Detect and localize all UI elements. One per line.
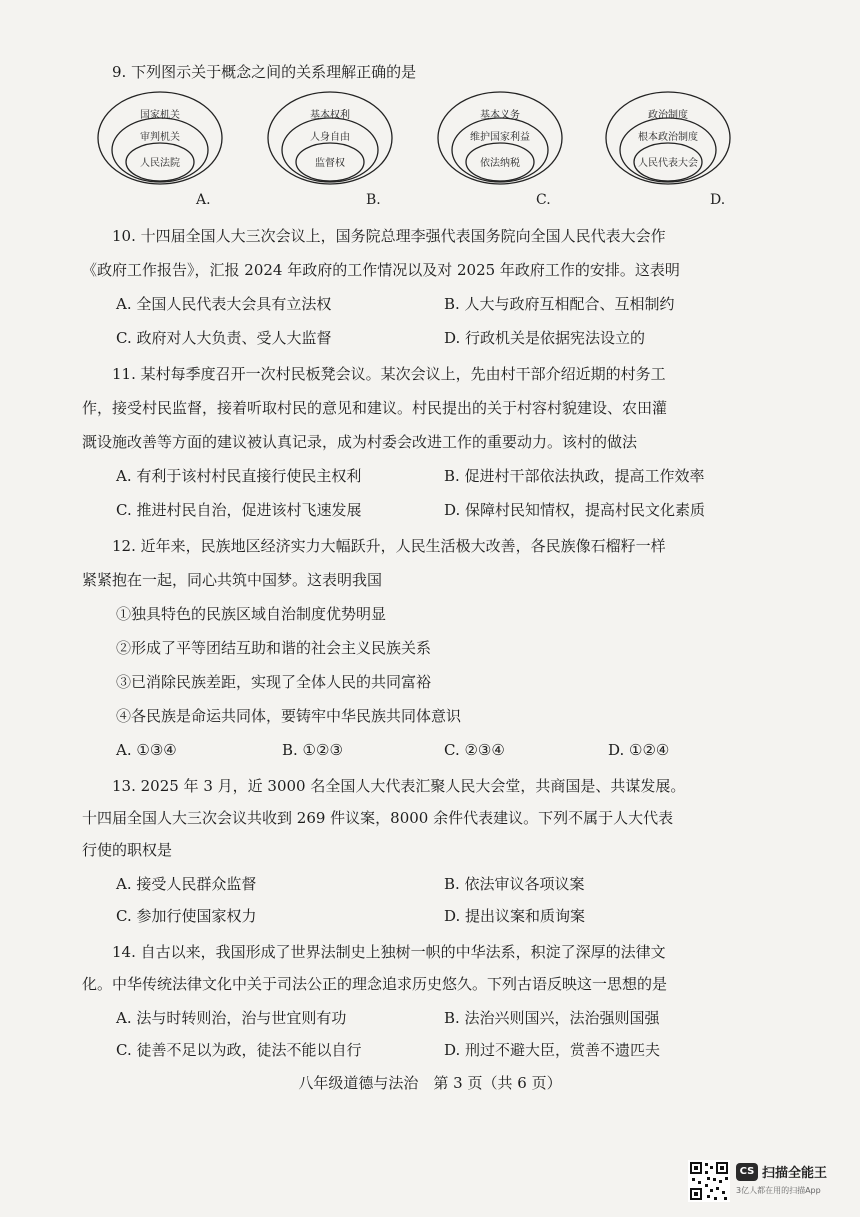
diagram-a-label-inner: 人民法院 bbox=[140, 158, 180, 169]
diagram-b bbox=[268, 92, 392, 208]
q10-option-a: A. 全国人民代表大会具有立法权 bbox=[116, 295, 332, 313]
diagram-c-label-inner: 依法纳税 bbox=[480, 158, 520, 169]
q13-line-2: 十四届全国人大三次会议共收到 269 件议案，8000 余件代表建议。下列不属于人大代表 bbox=[82, 809, 674, 827]
q14-option-d: D. 刑过不避大臣，赏善不遗匹夫 bbox=[444, 1041, 661, 1059]
diagram-a-label-outer: 国家机关 bbox=[140, 110, 180, 121]
q12-option-a: A. ①③④ bbox=[116, 741, 177, 759]
q11-line-2: 作，接受村民监督，接着听取村民的意见和建议。村民提出的关于村容村貌建设、农田灌 bbox=[82, 399, 668, 417]
q10-line-2: 《政府工作报告》，汇报 2024 年政府的工作情况以及对 2025 年政府工作的安排。这表明 bbox=[82, 261, 680, 279]
q12-item-2: ②形成了平等团结互助和谐的社会主义民族关系 bbox=[116, 639, 432, 657]
q11-option-b: B. 促进村干部依法执政，提高工作效率 bbox=[444, 467, 705, 485]
q11-option-c: C. 推进村民自治，促进该村飞速发展 bbox=[116, 501, 362, 519]
q10-option-c: C. 政府对人大负责、受人大监督 bbox=[116, 329, 332, 347]
diagram-d-middle-ellipse bbox=[620, 118, 716, 182]
qr-code-icon bbox=[688, 1160, 730, 1202]
diagram-b-label-inner: 监督权 bbox=[315, 158, 345, 169]
q13-option-d: D. 提出议案和质询案 bbox=[444, 907, 586, 925]
q10-option-d: D. 行政机关是依据宪法设立的 bbox=[444, 329, 646, 347]
diagram-d-label-outer: 政治制度 bbox=[648, 110, 688, 121]
diagram-b-label-outer: 基本权利 bbox=[310, 110, 350, 121]
diagram-c-letter: C. bbox=[536, 192, 551, 208]
q12-item-4: ④各民族是命运共同体，要铸牢中华民族共同体意识 bbox=[116, 707, 462, 725]
scanner-logo-icon: CS bbox=[736, 1163, 758, 1181]
q11-option-d: D. 保障村民知情权，提高村民文化素质 bbox=[444, 501, 706, 519]
q11-line-3: 溉设施改善等方面的建议被认真记录，成为村委会改进工作的重要动力。该村的做法 bbox=[82, 433, 638, 451]
q12-line-2: 紧紧抱在一起，同心共筑中国梦。这表明我国 bbox=[82, 571, 383, 589]
q12-option-d: D. ①②④ bbox=[608, 741, 670, 759]
diagram-b-letter: B. bbox=[366, 192, 381, 208]
q12-item-3: ③已消除民族差距，实现了全体人民的共同富裕 bbox=[116, 673, 432, 691]
diagram-b-middle-ellipse bbox=[282, 118, 378, 182]
q13-option-b: B. 依法审议各项议案 bbox=[444, 875, 585, 893]
q12-option-b: B. ①②③ bbox=[282, 741, 343, 759]
diagram-c-middle-ellipse bbox=[452, 118, 548, 182]
diagram-a-middle-ellipse bbox=[112, 118, 208, 182]
diagram-a bbox=[98, 92, 222, 208]
scanner-app-name: 扫描全能王 bbox=[762, 1166, 828, 1181]
q14-option-c: C. 徒善不足以为政，徒法不能以自行 bbox=[116, 1041, 362, 1059]
q12-option-c: C. ②③④ bbox=[444, 741, 505, 759]
q13-option-a: A. 接受人民群众监督 bbox=[116, 875, 257, 893]
diagram-a-label-middle: 审判机关 bbox=[140, 132, 180, 143]
q9-stem: 9. 下列图示关于概念之间的关系理解正确的是 bbox=[112, 63, 417, 81]
q14-line-2: 化。中华传统法律文化中关于司法公正的理念追求历史悠久。下列古语反映这一思想的是 bbox=[82, 975, 668, 993]
q11-option-a: A. 有利于该村村民直接行使民主权利 bbox=[116, 467, 362, 485]
q13-line-1: 13. 2025 年 3 月，近 3000 名全国人大代表汇聚人民大会堂，共商国是、共谋发展。 bbox=[112, 777, 686, 795]
q13-option-c: C. 参加行使国家权力 bbox=[116, 907, 257, 925]
diagram-d bbox=[606, 92, 730, 208]
diagram-d-label-middle: 根本政治制度 bbox=[638, 132, 698, 143]
diagram-d-letter: D. bbox=[710, 192, 726, 208]
diagram-d-label-inner: 人民代表大会 bbox=[638, 158, 698, 169]
diagram-b-label-middle: 人身自由 bbox=[310, 132, 350, 143]
scanner-watermark bbox=[688, 1160, 848, 1206]
q12-item-1: ①独具特色的民族区域自治制度优势明显 bbox=[116, 605, 387, 623]
diagram-c-label-outer: 基本义务 bbox=[480, 110, 520, 121]
q13-line-3: 行使的职权是 bbox=[82, 841, 173, 859]
q14-option-a: A. 法与时转则治，治与世宜则有功 bbox=[116, 1009, 347, 1027]
q10-line-1: 10. 十四届全国人大三次会议上，国务院总理李强代表国务院向全国人民代表大会作 bbox=[112, 227, 666, 245]
q14-line-1: 14. 自古以来，我国形成了世界法制史上独树一帜的中华法系，积淀了深厚的法律文 bbox=[112, 943, 666, 961]
diagram-c bbox=[438, 92, 562, 208]
page-footer: 八年级道德与法治 第 3 页（共 6 页） bbox=[298, 1074, 562, 1092]
q14-option-b: B. 法治兴则国兴，法治强则国强 bbox=[444, 1009, 660, 1027]
scanner-slogan: 3亿人都在用的扫描App bbox=[736, 1186, 821, 1195]
q12-line-1: 12. 近年来，民族地区经济实力大幅跃升，人民生活极大改善，各民族像石榴籽一样 bbox=[112, 537, 666, 555]
diagram-a-letter: A. bbox=[196, 192, 211, 208]
diagram-c-label-middle: 维护国家利益 bbox=[470, 132, 530, 143]
q9-diagrams bbox=[90, 90, 770, 215]
q10-option-b: B. 人大与政府互相配合、互相制约 bbox=[444, 295, 675, 313]
q11-line-1: 11. 某村每季度召开一次村民板凳会议。某次会议上，先由村干部介绍近期的村务工 bbox=[112, 365, 666, 383]
